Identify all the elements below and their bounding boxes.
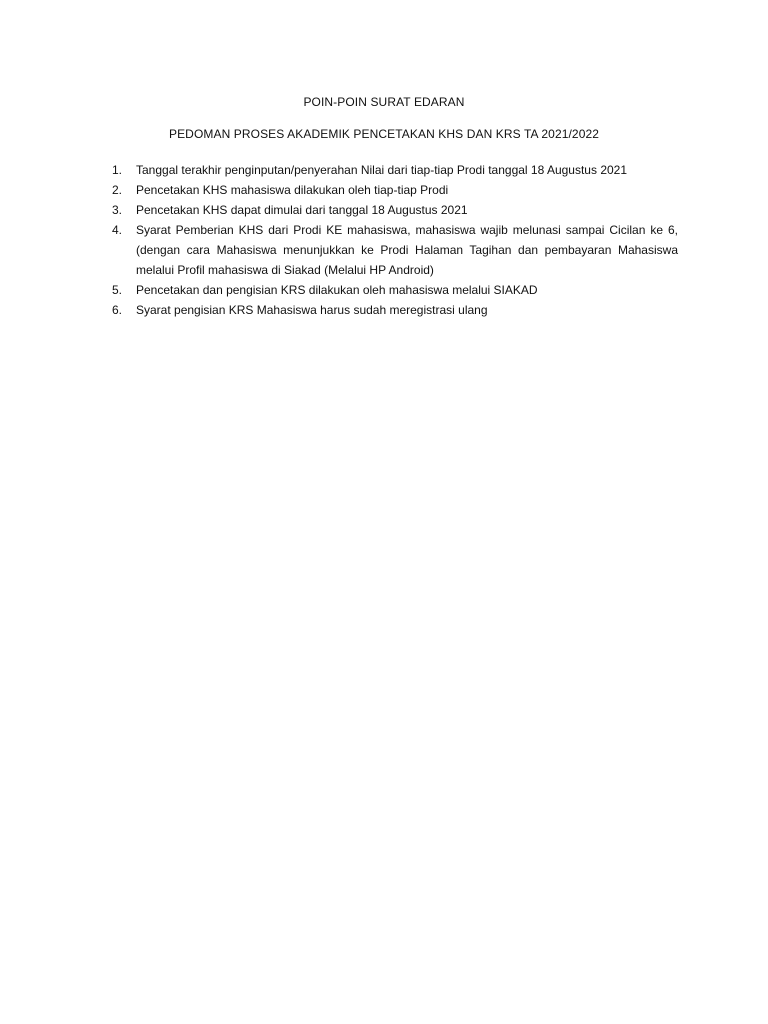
list-item-number: 6. xyxy=(112,303,123,317)
list-item-number: 5. xyxy=(112,283,123,297)
list-item-text: Syarat pengisian KRS Mahasiswa harus sudah meregistrasi ulang xyxy=(136,303,488,317)
list-item-text: Pencetakan KHS dapat dimulai dari tanggal 18 Augustus 2021 xyxy=(136,203,468,217)
list-item-number: 4. xyxy=(112,223,123,237)
list-item xyxy=(112,280,678,300)
numbered-list xyxy=(112,160,678,320)
document-subheading: PEDOMAN PROSES AKADEMIK PENCETAKAN KHS DAN KRS TA 2021/2022 xyxy=(168,127,600,141)
list-item-number: 2. xyxy=(112,183,123,197)
list-item xyxy=(112,300,678,320)
list-item-number: 3. xyxy=(112,203,123,217)
list-item-text: Pencetakan dan pengisian KRS dilakukan oleh mahasiswa melalui SIAKAD xyxy=(136,283,538,297)
list-item xyxy=(112,220,678,280)
document-heading: POIN-POIN SURAT EDARAN xyxy=(303,95,465,109)
list-item xyxy=(112,160,678,180)
list-item-number: 1. xyxy=(112,163,123,177)
list-item xyxy=(112,200,678,220)
list-item-text: Syarat Pemberian KHS dari Prodi KE mahasiswa, mahasiswa wajib melunasi sampai Cicilan ke 6, (dengan cara Mahasiswa menunjukkan ke Prodi Halaman Tagihan dan pembayaran Mahasiswa melalui Profil mahasiswa di Siakad (Melalui HP Android) xyxy=(136,223,678,277)
list-item xyxy=(112,180,678,200)
list-item-text: Tanggal terakhir penginputan/penyerahan Nilai dari tiap-tiap Prodi tanggal 18 Augustus 2021 xyxy=(136,163,628,177)
list-item-text: Pencetakan KHS mahasiswa dilakukan oleh tiap-tiap Prodi xyxy=(136,183,449,197)
